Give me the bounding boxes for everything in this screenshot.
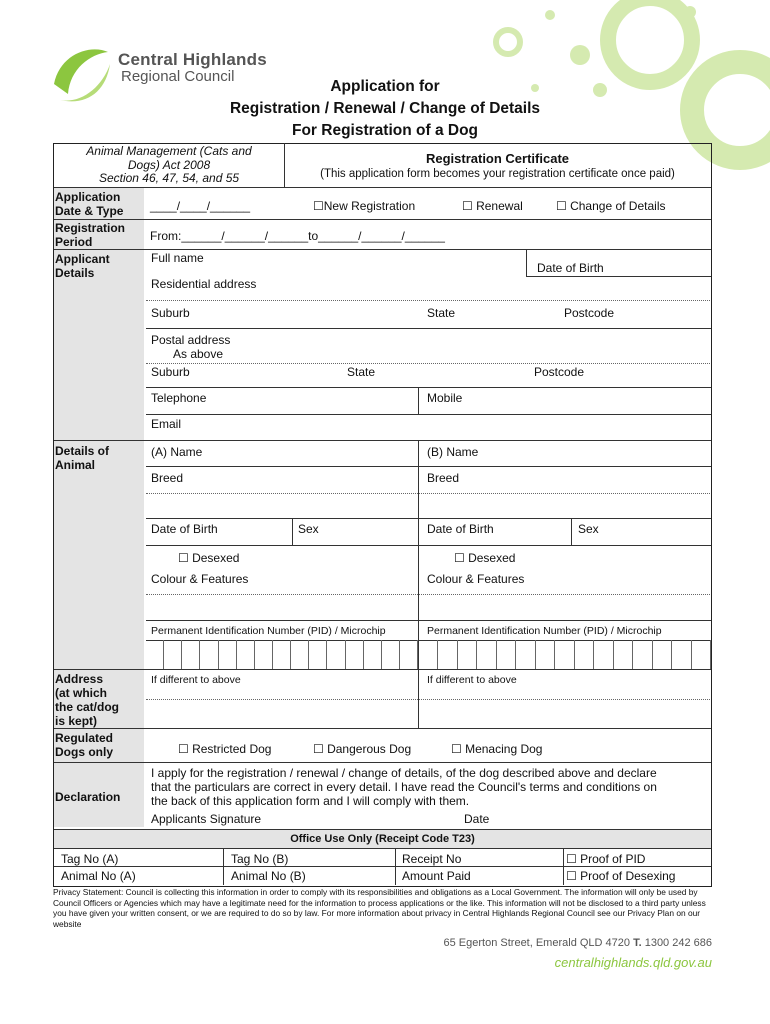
residential-address-field[interactable]: Residential address (151, 277, 257, 291)
label-applicant-details: Applicant Details (55, 252, 110, 280)
animal-a-address-field[interactable]: If different to above (151, 674, 241, 686)
declaration-date-field[interactable]: Date (464, 812, 490, 826)
form-title-3: For Registration of a Dog (292, 122, 478, 139)
footer-address: 65 Egerton Street, Emerald QLD 4720 T. 1300 242 686 (443, 937, 712, 949)
period-field[interactable]: From:______/______/______to______/______/______ (150, 229, 445, 243)
animal-a-pid-label: Permanent Identification Number (PID) / Microchip (151, 625, 386, 637)
date-of-birth-field[interactable]: Date of Birth (537, 261, 604, 275)
animal-a-colour-field[interactable]: Colour & Features (151, 572, 249, 586)
postal-suburb-field[interactable]: Suburb (151, 365, 190, 379)
act-line-2: Dogs) Act 2008 (127, 157, 211, 172)
proof-desexing-checkbox[interactable]: ☐ Proof of Desexing (566, 869, 676, 883)
animal-a-breed-field[interactable]: Breed (151, 471, 184, 485)
state-field[interactable]: State (427, 306, 456, 320)
tag-a-field[interactable]: Tag No (A) (61, 852, 119, 866)
animal-b-desexed-checkbox[interactable]: ☐ Desexed (454, 551, 516, 565)
animal-b-dob-field[interactable]: Date of Birth (427, 522, 494, 536)
animal-a-name-field[interactable]: (A) Name (151, 445, 203, 459)
org-subname: Regional Council (121, 68, 235, 85)
signature-field[interactable]: Applicants Signature (151, 812, 262, 826)
proof-pid-checkbox[interactable]: ☐ Proof of PID (566, 852, 646, 866)
declaration-line-1: I apply for the registration / renewal / change of details, of the dog described above and declare (151, 766, 657, 780)
new-registration-checkbox[interactable]: ☐New Registration (313, 199, 416, 213)
as-above-option[interactable]: As above (173, 347, 224, 361)
form-title-2: Registration / Renewal / Change of Details (229, 100, 541, 117)
dangerous-dog-checkbox[interactable]: ☐ Dangerous Dog (313, 742, 412, 756)
application-date-field[interactable]: ____/____/______ (150, 199, 251, 213)
amount-paid-field[interactable]: Amount Paid (402, 869, 471, 883)
telephone-field[interactable]: Telephone (151, 391, 207, 405)
restricted-dog-checkbox[interactable]: ☐ Restricted Dog (178, 742, 272, 756)
certificate-note: (This application form becomes your registration certificate once paid) (320, 168, 675, 180)
council-logo-icon (50, 44, 116, 106)
animal-b-address-field[interactable]: If different to above (427, 674, 517, 686)
menacing-dog-checkbox[interactable]: ☐ Menacing Dog (451, 742, 543, 756)
label-address-kept: Address (at which the cat/dog is kept) (55, 672, 120, 728)
postcode-field[interactable]: Postcode (564, 306, 615, 320)
declaration-line-3: the back of this application form and I will comply with them. (151, 794, 470, 808)
act-line-1: Animal Management (Cats and (86, 144, 252, 158)
receipt-field[interactable]: Receipt No (402, 852, 462, 866)
declaration-line-2: that the particulars are correct in every detail. I have read the Council's terms and conditions on (151, 780, 657, 794)
animal-a-desexed-checkbox[interactable]: ☐ Desexed (178, 551, 240, 565)
mobile-field[interactable]: Mobile (427, 391, 463, 405)
act-line-3: Section 46, 47, 54, and 55 (98, 171, 240, 185)
full-name-field[interactable]: Full name (151, 251, 204, 265)
animal-b-pid-label: Permanent Identification Number (PID) / Microchip (427, 625, 662, 637)
postal-state-field[interactable]: State (347, 365, 376, 379)
tag-b-field[interactable]: Tag No (B) (231, 852, 289, 866)
act-reference (55, 145, 283, 186)
animal-b-sex-field[interactable]: Sex (578, 522, 599, 536)
change-details-checkbox[interactable]: ☐ Change of Details (556, 199, 666, 213)
label-declaration: Declaration (55, 790, 121, 804)
label-animal-details: Details of Animal (55, 444, 110, 472)
label-regulated-dogs: Regulated Dogs only (55, 731, 114, 759)
animal-no-a-field[interactable]: Animal No (A) (61, 869, 136, 883)
animal-b-colour-field[interactable]: Colour & Features (427, 572, 525, 586)
animal-no-b-field[interactable]: Animal No (B) (231, 869, 306, 883)
privacy-statement: Privacy Statement: Council is collecting this information in order to comply with its responsibilities and obligations as a Local Government. The information will only be used by Council Officers or Agencies which may have a legitimate need for the information to process applications or the like. This information will not be disclosed to a third party unless you have given your written consent, or we are required to do so by law. For more information about privacy in Central Highlands Regional Council see our Privacy Plan on our website (53, 887, 706, 929)
postal-address-field[interactable]: Postal address (151, 333, 231, 347)
animal-a-sex-field[interactable]: Sex (298, 522, 319, 536)
certificate-title: Registration Certificate (425, 151, 570, 166)
email-field[interactable]: Email (151, 417, 182, 431)
org-name: Central Highlands (118, 50, 267, 69)
suburb-field[interactable]: Suburb (151, 306, 190, 320)
footer-website[interactable]: centralhighlands.qld.gov.au (554, 955, 712, 970)
office-use-title: Office Use Only (Receipt Code T23) (290, 833, 475, 845)
label-application-date: Application Date & Type (55, 190, 124, 218)
animal-b-name-field[interactable]: (B) Name (427, 445, 479, 459)
form-title-1: Application for (330, 78, 440, 95)
renewal-checkbox[interactable]: ☐ Renewal (462, 199, 523, 213)
animal-a-pid-boxes[interactable] (146, 640, 418, 669)
label-registration-period: Registration Period (55, 221, 126, 249)
animal-b-breed-field[interactable]: Breed (427, 471, 460, 485)
animal-b-pid-boxes[interactable] (419, 640, 711, 669)
postal-postcode-field[interactable]: Postcode (534, 365, 585, 379)
animal-a-dob-field[interactable]: Date of Birth (151, 522, 218, 536)
